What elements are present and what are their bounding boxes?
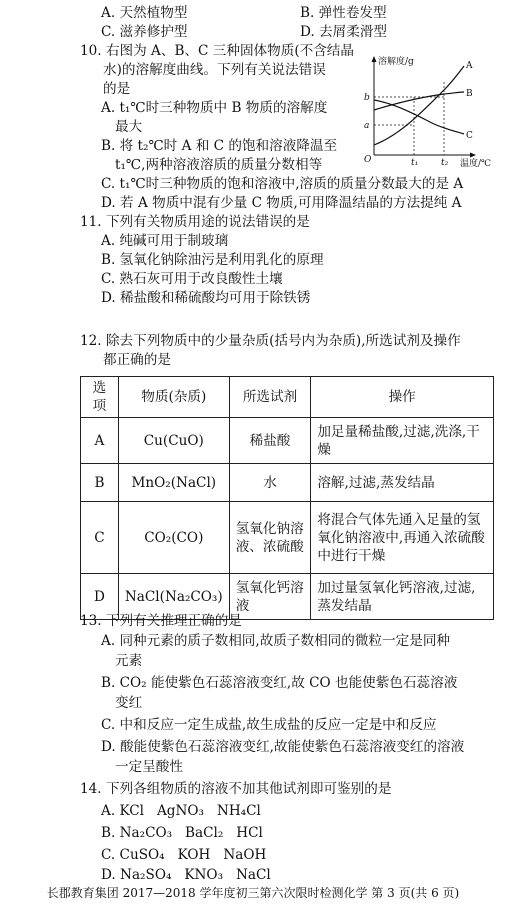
row-reagent: 氢氧化钠溶液、浓硫酸 [229, 502, 311, 574]
row-option: B [81, 464, 119, 502]
curve-b-label: B [466, 89, 473, 99]
q14-option-c: C. CuSO₄ KOH NaOH [101, 847, 267, 863]
q12-stem-line2: 都正确的是 [103, 352, 171, 368]
row-operation: 溶解,过滤,蒸发结晶 [311, 464, 494, 502]
y-axis-arrow [372, 56, 377, 62]
q14-option-b: B. Na₂CO₃ BaCl₂ HCl [101, 825, 263, 841]
q9-option-c: C. 滋养修护型 [101, 24, 188, 40]
q13-option-a-line2: 元素 [115, 653, 143, 669]
q10-stem-line3: 的是 [103, 81, 131, 97]
curve-b [374, 92, 464, 110]
row-option: C [81, 502, 119, 574]
q10-option-b-line1: B. 将 t₂℃时 A 和 C 的饱和溶液降温至 [101, 138, 338, 154]
q11-option-b: B. 氢氧化钠除油污是利用乳化的原理 [101, 252, 324, 268]
row-substance: CO₂(CO) [118, 502, 229, 574]
row-substance: MnO₂(NaCl) [118, 464, 229, 502]
q14-option-a: A. KCl AgNO₃ NH₄Cl [101, 803, 261, 819]
q9-option-d: D. 去屑柔滑型 [300, 24, 388, 40]
x-tick-t2: t₂ [441, 158, 449, 167]
q11-option-d: D. 稀盐酸和稀硫酸均可用于除铁锈 [101, 290, 311, 306]
y-tick-a: a [364, 121, 370, 131]
q10-option-a-line1: A. t₁℃时三种物质中 B 物质的溶解度 [101, 100, 328, 116]
page-footer: 长郡教育集团 2017—2018 学年度初三第六次限时检测化学 第 3 页(共 6 页) [46, 886, 460, 900]
row-option: D [81, 574, 119, 620]
header-operation: 操作 [311, 377, 494, 418]
x-axis-arrow [470, 153, 476, 158]
table-row [81, 464, 494, 502]
header-substance: 物质(杂质) [118, 377, 229, 418]
q13-option-a-line1: A. 同种元素的质子数相同,故质子数相同的微粒一定是同种 [101, 633, 451, 649]
curve-a-label: A [466, 61, 473, 71]
x-axis-label: 温度/℃ [460, 159, 492, 167]
q10-option-b-line2: t₁℃,两种溶液溶质的质量分数相等 [115, 157, 323, 173]
row-substance: Cu(CuO) [118, 418, 229, 464]
q10-stem-line1: 10. 右图为 A、B、C 三种固体物质(不含结晶 [80, 43, 354, 59]
table-header-row [81, 377, 494, 418]
q13-option-c: C. 中和反应一定生成盐,故生成盐的反应一定是中和反应 [101, 717, 437, 733]
q13-option-b-line1: B. CO₂ 能使紫色石蕊溶液变红,故 CO 也能使紫色石蕊溶液 [101, 675, 458, 691]
header-option: 选项 [81, 377, 119, 418]
q12-stem-line1: 12. 除去下列物质中的少量杂质(括号内为杂质),所选试剂及操作 [80, 333, 461, 349]
y-axis-label: 溶解度/g [378, 57, 414, 67]
table-row [81, 418, 494, 464]
row-reagent: 水 [229, 464, 311, 502]
q14-option-d: D. Na₂SO₄ KNO₃ NaCl [101, 867, 271, 883]
y-tick-b: b [364, 93, 370, 103]
q9-option-b: B. 弹性卷发型 [300, 5, 387, 21]
table-row [81, 502, 494, 574]
origin-label: O [364, 155, 372, 165]
curve-c-label: C [466, 131, 473, 141]
q10-option-c: C. t₁℃时三种物质的饱和溶液中,溶质的质量分数最大的是 A [101, 176, 464, 192]
row-reagent: 稀盐酸 [229, 418, 311, 464]
q13-stem: 13. 下列有关推理正确的是 [80, 613, 242, 629]
q13-option-d-line1: D. 酸能使紫色石蕊溶液变红,故能使紫色石蕊溶液变红的溶液 [101, 739, 465, 755]
reagent-table [80, 376, 494, 620]
row-option: A [81, 418, 119, 464]
q13-option-b-line2: 变红 [115, 695, 143, 711]
q13-option-d-line2: 一定呈酸性 [115, 759, 183, 775]
q11-option-c: C. 熟石灰可用于改良酸性土壤 [101, 271, 283, 287]
row-operation: 加过量氢氧化钙溶液,过滤,蒸发结晶 [311, 574, 494, 620]
curve-c [374, 100, 464, 134]
x-tick-t1: t₁ [411, 158, 419, 167]
row-substance: NaCl(Na₂CO₃) [118, 574, 229, 620]
header-reagent: 所选试剂 [229, 377, 311, 418]
q14-stem: 14. 下列各组物质的溶液不加其他试剂即可鉴别的是 [80, 781, 392, 797]
q11-stem: 11. 下列有关物质用途的说法错误的是 [80, 214, 310, 230]
q10-option-a-line2: 最大 [115, 119, 143, 135]
row-reagent: 氢氧化钙溶液 [229, 574, 311, 620]
q10-option-d: D. 若 A 物质中混有少量 C 物质,可用降温结晶的方法提纯 A [101, 195, 462, 211]
row-operation: 加足量稀盐酸,过滤,洗涤,干燥 [311, 418, 494, 464]
q9-option-a: A. 天然植物型 [101, 5, 188, 21]
q10-stem-line2: 水)的溶解度曲线。下列有关说法错误 [103, 62, 326, 78]
q11-option-a: A. 纯碱可用于制玻璃 [101, 233, 229, 249]
solubility-curve-figure [360, 52, 500, 167]
row-operation: 将混合气体先通入足量的氢氧化钠溶液中,再通入浓硫酸中进行干燥 [311, 502, 494, 574]
